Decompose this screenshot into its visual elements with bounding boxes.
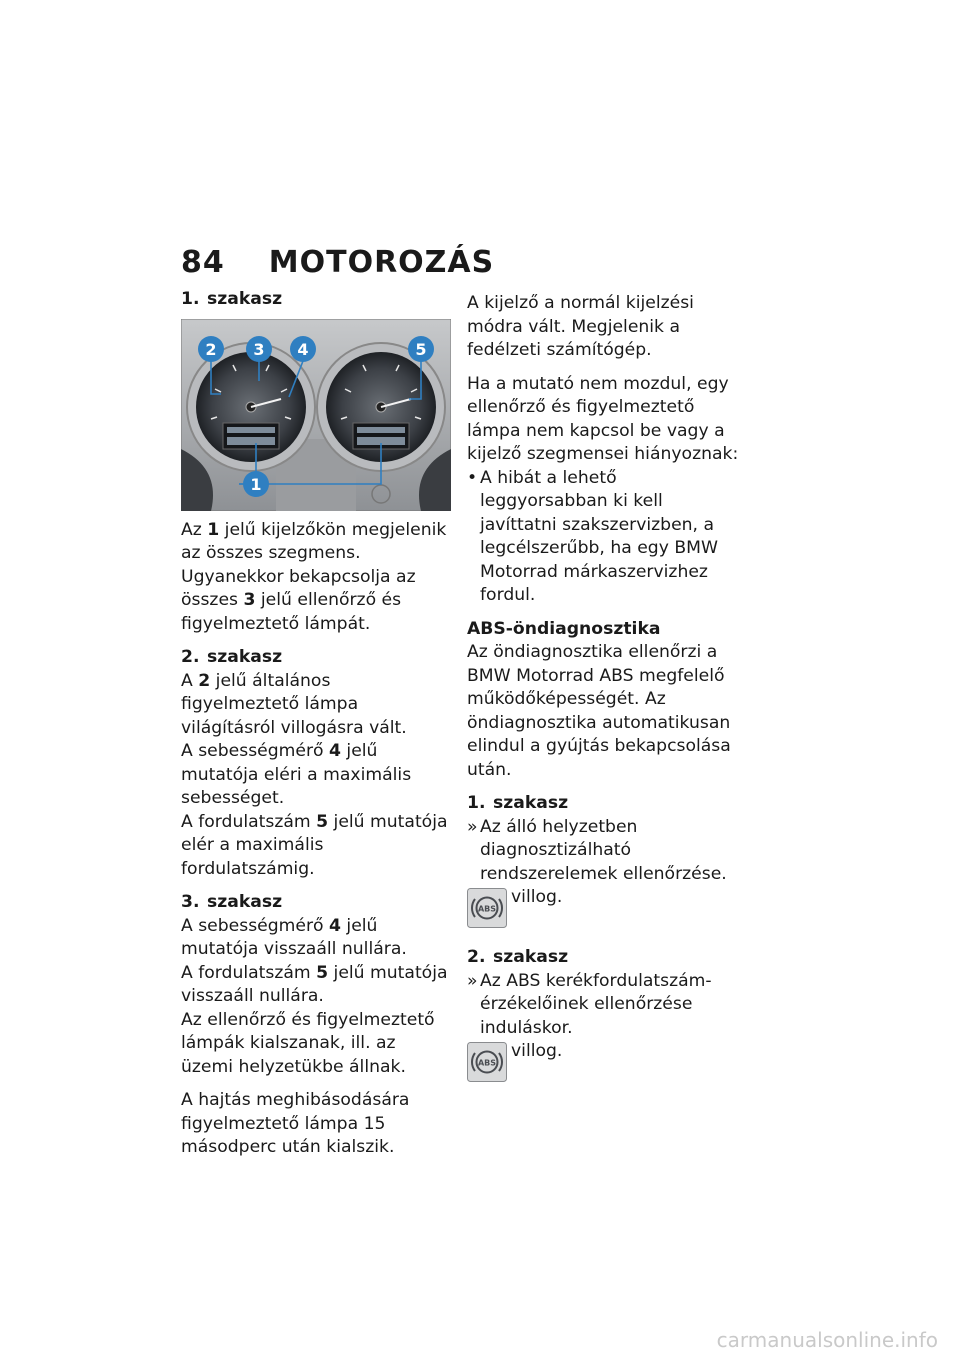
- section-heading: 1. szakasz: [181, 289, 283, 309]
- section-heading: 2. szakasz: [467, 947, 569, 967]
- lamp-status: villog.: [511, 887, 563, 907]
- bullet-marker: •: [467, 467, 478, 488]
- callout-4: 4: [297, 339, 309, 359]
- section-heading: ABS-öndiagnosztika: [467, 618, 661, 639]
- abs-warning-lamp-icon: [467, 888, 507, 928]
- svg-text:ABS: ABS: [477, 1058, 497, 1068]
- bullet-item: • A hibát a lehető leggyorsabban ki kell javíttatni szakszervizben, a legcélszerűbb, ha egy BMW Motorrad márkaszervizhez fordul.: [467, 467, 718, 605]
- callout-2: 2: [205, 339, 217, 359]
- left-column: [181, 288, 453, 1160]
- paragraph: Ugyanekkor bekapcsolja az összes 3 jelű ellenőrző és figyelmeztető lámpát.: [181, 566, 416, 634]
- section-heading: 3. szakasz: [181, 892, 283, 912]
- step-item: » Az álló helyzetben diagnosztizálható rendszerelemek ellenőrzése.: [467, 816, 727, 884]
- paragraph: Az ellenőrző és figyelmeztető lámpák kialszanak, ill. az üzemi helyzetükbe állnak.: [181, 1009, 435, 1077]
- callout-5: 5: [415, 339, 427, 359]
- section-heading: 2. szakasz: [181, 647, 283, 667]
- right-column: [467, 292, 739, 1090]
- svg-text:ABS: ABS: [477, 904, 497, 914]
- paragraph: Az 1 jelű kijelzőkön megjelenik az összes szegmens.: [181, 519, 447, 563]
- paragraph: A 2 jelű általános figyelmeztető lámpa világításról villogásra vált.: [181, 670, 407, 738]
- paragraph: A kijelző a normál kijelzési módra vált. Megjelenik a fedélzeti számítógép.: [467, 293, 694, 360]
- lamp-row: [467, 886, 739, 936]
- section-heading: 1. szakasz: [467, 793, 569, 813]
- callout-1: 1: [250, 474, 262, 494]
- paragraph: Ha a mutató nem mozdul, egy ellenőrző és figyelmeztető lámpa nem kapcsol be vagy a kijelző szegmensei hiányoznak:: [467, 373, 739, 464]
- paragraph: A fordulatszám 5 jelű mutatója visszaáll nullára.: [181, 962, 448, 1006]
- step-marker: »: [467, 816, 478, 837]
- page-title: MOTOROZÁS: [268, 245, 495, 280]
- step-item: » Az ABS kerékfordulatszám-érzékelőinek ellenőrzése induláskor.: [467, 970, 712, 1038]
- paragraph: Az öndiagnosztika ellenőrzi a BMW Motorrad ABS megfelelő működőképességét. Az öndiagnosztika automatikusan elindul a gyújtás bekapcsolása után.: [467, 642, 731, 780]
- callout-3: 3: [253, 339, 265, 359]
- instrument-cluster-illustration: [181, 319, 451, 511]
- page-header: [181, 245, 494, 280]
- instrument-cluster-figure: [181, 319, 451, 511]
- abs-warning-lamp-icon: [467, 1042, 507, 1082]
- paragraph: A sebességmérő 4 jelű mutatója eléri a maximális sebességet.: [181, 741, 412, 808]
- watermark: carmanualsonline.info: [716, 1328, 938, 1352]
- page-number: 84: [181, 245, 225, 280]
- lamp-status: villog.: [511, 1041, 563, 1061]
- paragraph: A hajtás meghibásodására figyelmeztető lámpa 15 másodperc után kialszik.: [181, 1090, 410, 1157]
- paragraph: A fordulatszám 5 jelű mutatója elér a maximális fordulatszámig.: [181, 811, 448, 879]
- paragraph: A sebességmérő 4 jelű mutatója visszaáll nullára.: [181, 915, 407, 959]
- step-marker: »: [467, 970, 478, 991]
- lamp-row: [467, 1040, 739, 1090]
